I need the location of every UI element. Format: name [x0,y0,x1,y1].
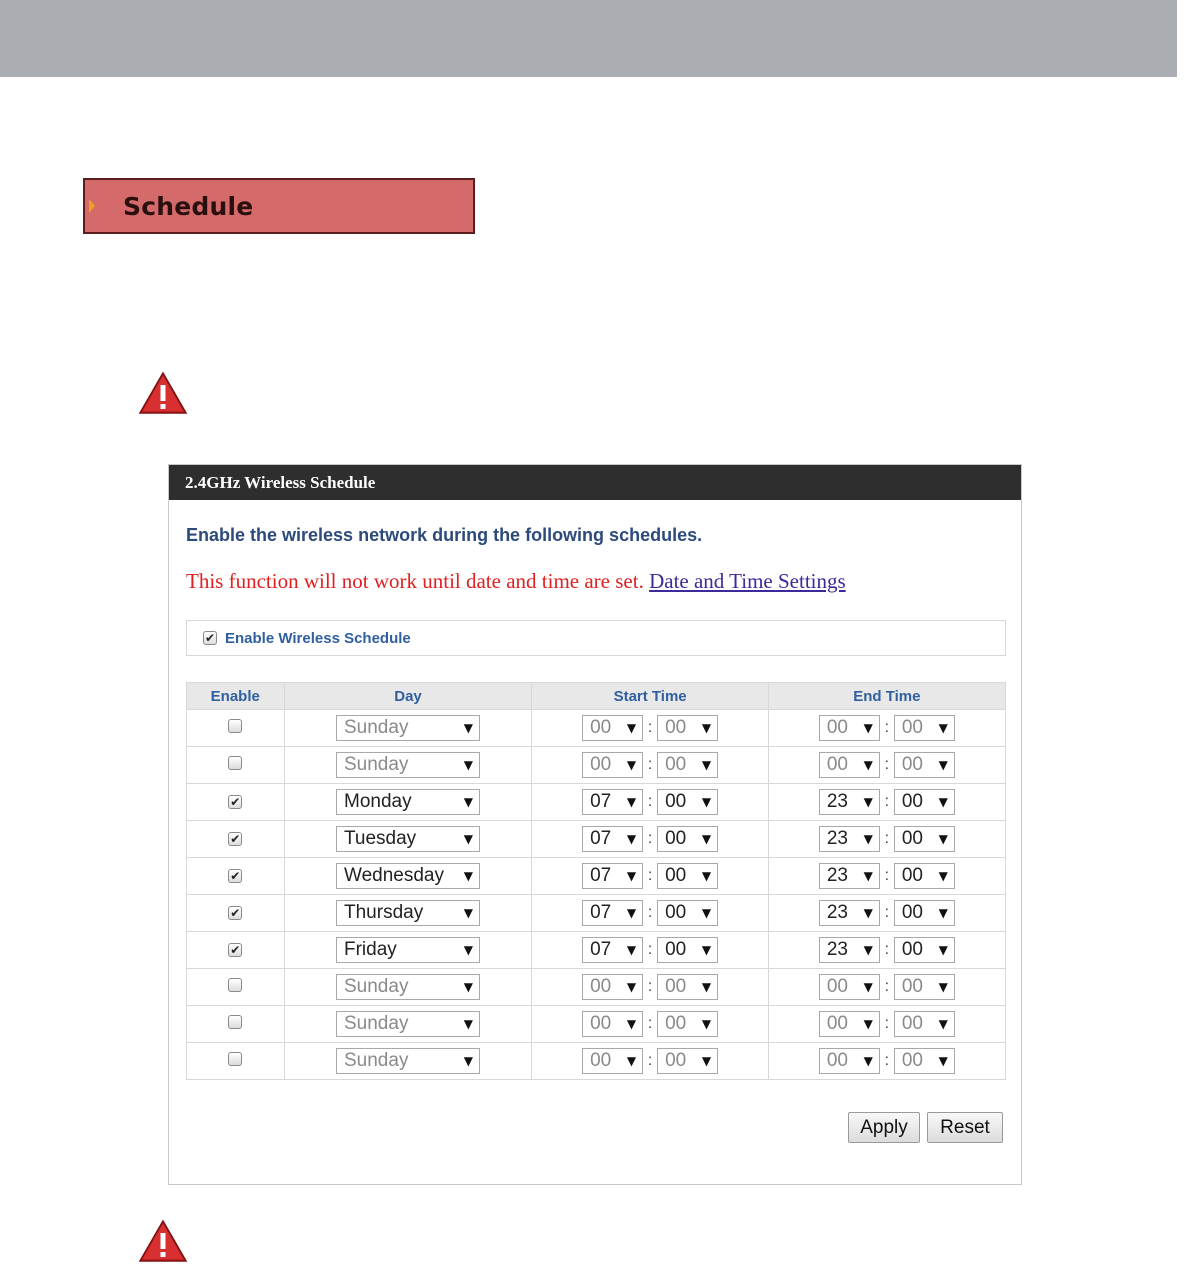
day-select-value: Friday [344,939,397,960]
chevron-down-icon: ▼ [863,943,873,957]
time-separator: : [884,719,890,736]
end-hour-select[interactable] [819,789,880,815]
end-minute-select[interactable] [894,937,955,963]
enable-cell [187,858,285,895]
day-cell [284,932,532,969]
start-hour-value: 07 [590,791,612,812]
chevron-down-icon: ▼ [626,943,637,957]
end-minute-value: 00 [901,976,923,997]
chevron-down-icon: ▼ [626,1054,637,1068]
start-hour-value: 07 [590,865,612,886]
chevron-down-icon: ▼ [938,869,948,883]
day-cell [284,969,532,1006]
end-hour-value: 00 [826,754,848,775]
chevron-down-icon: ▼ [701,906,712,920]
end-minute-select[interactable] [894,974,955,1000]
chevron-down-icon: ▼ [626,980,637,994]
chevron-down-icon: ▼ [938,906,948,920]
start-minute-select[interactable] [657,1048,718,1074]
intro-text: Enable the wireless network during the following schedules. [186,525,703,545]
time-separator: : [647,719,653,736]
end-minute-select[interactable] [894,826,955,852]
start-minute-select[interactable] [657,863,718,889]
chevron-down-icon: ▼ [701,1054,712,1068]
start-hour-select[interactable] [582,789,643,815]
time-separator: : [647,793,653,810]
start-minute-value: 00 [665,865,687,886]
start-hour-select[interactable] [582,826,643,852]
end-minute-select[interactable] [894,863,955,889]
table-row [187,895,1006,932]
time-separator: : [884,941,890,958]
row-enable-checkbox[interactable] [228,869,242,883]
chevron-down-icon: ▼ [626,906,637,920]
enable-cell [187,1043,285,1080]
end-minute-value: 00 [901,865,923,886]
chevron-down-icon: ▼ [701,795,712,809]
chevron-down-icon: ▼ [463,832,473,846]
chevron-down-icon: ▼ [863,1054,873,1068]
day-select[interactable] [336,974,480,1000]
table-row [187,858,1006,895]
end-time-cell [768,710,1005,747]
end-hour-select[interactable] [819,1011,880,1037]
enable-cell [187,969,285,1006]
chevron-down-icon: ▼ [938,980,948,994]
day-select[interactable] [336,752,480,778]
day-select[interactable] [336,826,480,852]
start-hour-value: 00 [590,754,612,775]
start-time-cell [532,969,768,1006]
start-hour-select[interactable] [582,1011,643,1037]
enable-cell [187,784,285,821]
day-select[interactable] [336,1011,480,1037]
chevron-down-icon: ▼ [863,795,873,809]
start-minute-select[interactable] [657,789,718,815]
start-hour-select[interactable] [582,974,643,1000]
start-minute-value: 00 [665,976,687,997]
time-separator: : [647,904,653,921]
day-select-value: Thursday [344,902,424,923]
start-minute-select[interactable] [657,900,718,926]
chevron-down-icon: ▼ [463,1054,473,1068]
time-separator: : [647,830,653,847]
notice-text [186,569,846,594]
end-minute-value: 00 [901,828,923,849]
chevron-down-icon: ▼ [701,943,712,957]
warning-icon [138,1218,188,1264]
chevron-down-icon: ▼ [863,980,873,994]
end-hour-value: 23 [826,865,848,886]
wireless-schedule-panel [168,464,1022,1185]
section-banner [83,178,475,234]
row-enable-checkbox[interactable] [228,906,242,920]
start-minute-value: 00 [665,754,687,775]
table-row [187,747,1006,784]
start-time-cell [532,710,768,747]
start-time-cell [532,1006,768,1043]
enable-cell [187,821,285,858]
end-hour-value: 00 [826,1050,848,1071]
chevron-down-icon: ▼ [463,795,473,809]
chevron-down-icon: ▼ [626,869,637,883]
table-row [187,932,1006,969]
chevron-down-icon: ▼ [701,721,712,735]
start-hour-select[interactable] [582,900,643,926]
end-hour-value: 23 [826,939,848,960]
enable-schedule-row [186,620,1006,656]
time-separator: : [884,978,890,995]
end-minute-value: 00 [901,754,923,775]
start-hour-value: 00 [590,976,612,997]
end-minute-select[interactable] [894,1011,955,1037]
column-header-end-time: End Time [768,683,1005,710]
day-select[interactable] [336,863,480,889]
day-select-value: Tuesday [344,828,417,849]
section-title: Schedule [123,191,254,221]
day-cell [284,821,532,858]
end-hour-value: 00 [826,717,848,738]
schedule-table [186,682,1006,1080]
chevron-down-icon: ▼ [863,906,873,920]
end-minute-select[interactable] [894,715,955,741]
schedule-table-body [187,710,1006,1080]
chevron-down-icon: ▼ [626,758,637,772]
start-hour-value: 07 [590,828,612,849]
row-enable-checkbox[interactable] [228,832,242,846]
end-minute-value: 00 [901,1050,923,1071]
chevron-down-icon: ▼ [626,832,637,846]
banner-arrow-icon [89,199,95,213]
start-time-cell [532,784,768,821]
chevron-down-icon: ▼ [938,1054,948,1068]
end-minute-select[interactable] [894,1048,955,1074]
end-time-cell [768,821,1005,858]
chevron-down-icon: ▼ [863,832,873,846]
chevron-down-icon: ▼ [938,721,948,735]
chevron-down-icon: ▼ [938,1017,948,1031]
warning-icon [138,370,188,416]
column-header-enable: Enable [187,683,285,710]
start-hour-value: 07 [590,939,612,960]
start-hour-value: 07 [590,902,612,923]
start-minute-value: 00 [665,828,687,849]
end-time-cell [768,1006,1005,1043]
start-time-cell [532,821,768,858]
day-select[interactable] [336,715,480,741]
time-separator: : [884,867,890,884]
table-header-row [187,683,1006,710]
checkmark-icon: ✔ [230,795,241,809]
row-enable-checkbox[interactable] [228,795,242,809]
day-cell [284,1043,532,1080]
chevron-down-icon: ▼ [463,1017,473,1031]
end-time-cell [768,1043,1005,1080]
checkmark-icon: ✔ [230,906,241,920]
chevron-down-icon: ▼ [626,721,637,735]
time-separator: : [884,756,890,773]
checkmark-icon: ✔ [230,832,241,846]
row-enable-checkbox[interactable] [228,1015,242,1029]
chevron-down-icon: ▼ [463,943,473,957]
end-hour-value: 23 [826,791,848,812]
time-separator: : [647,867,653,884]
chevron-down-icon: ▼ [863,721,873,735]
start-minute-value: 00 [665,939,687,960]
start-hour-value: 00 [590,1050,612,1071]
checkmark-icon: ✔ [230,943,241,957]
time-separator: : [647,1015,653,1032]
date-time-settings-link[interactable]: Date and Time Settings [649,569,846,593]
chevron-down-icon: ▼ [701,980,712,994]
end-time-cell [768,747,1005,784]
table-row [187,784,1006,821]
chevron-down-icon: ▼ [863,869,873,883]
end-minute-value: 00 [901,939,923,960]
table-row [187,969,1006,1006]
end-time-cell [768,784,1005,821]
start-minute-value: 00 [665,1050,687,1071]
end-hour-select[interactable] [819,937,880,963]
time-separator: : [647,941,653,958]
start-minute-select[interactable] [657,937,718,963]
end-hour-select[interactable] [819,1048,880,1074]
day-select-value: Sunday [344,1013,409,1034]
time-separator: : [884,1052,890,1069]
end-hour-select[interactable] [819,752,880,778]
end-hour-select[interactable] [819,974,880,1000]
end-time-cell [768,858,1005,895]
column-header-day: Day [284,683,532,710]
start-time-cell [532,858,768,895]
table-row [187,710,1006,747]
end-hour-value: 23 [826,902,848,923]
column-header-start-time: Start Time [532,683,768,710]
chevron-down-icon: ▼ [463,758,473,772]
row-enable-checkbox[interactable] [228,756,242,770]
end-time-cell [768,932,1005,969]
day-cell [284,710,532,747]
chevron-down-icon: ▼ [463,869,473,883]
enable-cell [187,932,285,969]
enable-schedule-label: Enable Wireless Schedule [225,629,411,647]
end-hour-value: 00 [826,976,848,997]
start-hour-select[interactable] [582,752,643,778]
panel-header: 2.4GHz Wireless Schedule [169,465,1021,500]
notice-message: This function will not work until date and time are set. [186,569,644,593]
end-hour-select[interactable] [819,863,880,889]
day-cell [284,858,532,895]
time-separator: : [884,793,890,810]
table-row [187,1006,1006,1043]
start-hour-select[interactable] [582,715,643,741]
chevron-down-icon: ▼ [626,1017,637,1031]
start-minute-select[interactable] [657,752,718,778]
end-minute-value: 00 [901,902,923,923]
row-enable-checkbox[interactable] [228,719,242,733]
time-separator: : [647,1052,653,1069]
end-time-cell [768,895,1005,932]
chevron-down-icon: ▼ [701,1017,712,1031]
day-select-value: Sunday [344,754,409,775]
row-enable-checkbox[interactable] [228,978,242,992]
day-select[interactable] [336,1048,480,1074]
apply-button[interactable]: Apply [848,1112,920,1143]
chevron-down-icon: ▼ [938,943,948,957]
chevron-down-icon: ▼ [863,758,873,772]
top-bar-edge [1177,0,1190,77]
end-minute-value: 00 [901,791,923,812]
end-hour-select[interactable] [819,715,880,741]
time-separator: : [884,904,890,921]
chevron-down-icon: ▼ [463,906,473,920]
day-select[interactable] [336,789,480,815]
start-hour-value: 00 [590,1013,612,1034]
time-separator: : [647,978,653,995]
start-time-cell [532,932,768,969]
top-bar [0,0,1177,77]
chevron-down-icon: ▼ [938,795,948,809]
end-minute-select[interactable] [894,752,955,778]
start-time-cell [532,747,768,784]
enable-cell [187,747,285,784]
day-select[interactable] [336,937,480,963]
chevron-down-icon: ▼ [863,1017,873,1031]
chevron-down-icon: ▼ [938,832,948,846]
row-enable-checkbox[interactable] [228,943,242,957]
start-hour-select[interactable] [582,1048,643,1074]
start-time-cell [532,1043,768,1080]
chevron-down-icon: ▼ [701,832,712,846]
end-minute-select[interactable] [894,789,955,815]
enable-cell [187,895,285,932]
day-cell [284,1006,532,1043]
time-separator: : [884,1015,890,1032]
row-enable-checkbox[interactable] [228,1052,242,1066]
start-minute-value: 00 [665,902,687,923]
checkmark-icon: ✔ [230,869,241,883]
day-cell [284,784,532,821]
chevron-down-icon: ▼ [626,795,637,809]
day-cell [284,895,532,932]
day-cell [284,747,532,784]
day-select-value: Sunday [344,976,409,997]
end-hour-select[interactable] [819,826,880,852]
start-minute-value: 00 [665,717,687,738]
day-select-value: Wednesday [344,865,444,886]
start-hour-select[interactable] [582,863,643,889]
reset-button[interactable]: Reset [927,1112,1003,1143]
start-hour-select[interactable] [582,937,643,963]
start-minute-value: 00 [665,1013,687,1034]
start-hour-value: 00 [590,717,612,738]
chevron-down-icon: ▼ [701,758,712,772]
start-minute-select[interactable] [657,715,718,741]
end-hour-select[interactable] [819,900,880,926]
end-minute-value: 00 [901,1013,923,1034]
end-hour-value: 23 [826,828,848,849]
day-select[interactable] [336,900,480,926]
day-select-value: Sunday [344,717,409,738]
table-row [187,1043,1006,1080]
enable-cell [187,1006,285,1043]
time-separator: : [884,830,890,847]
start-minute-select[interactable] [657,1011,718,1037]
chevron-down-icon: ▼ [463,980,473,994]
table-row [187,821,1006,858]
start-minute-select[interactable] [657,826,718,852]
start-time-cell [532,895,768,932]
start-minute-select[interactable] [657,974,718,1000]
end-time-cell [768,969,1005,1006]
time-separator: : [647,756,653,773]
enable-schedule-checkbox[interactable]: ✔ [204,631,216,645]
start-minute-value: 00 [665,791,687,812]
end-hour-value: 00 [826,1013,848,1034]
day-select-value: Monday [344,791,412,812]
end-minute-select[interactable] [894,900,955,926]
enable-cell [187,710,285,747]
day-select-value: Sunday [344,1050,409,1071]
chevron-down-icon: ▼ [463,721,473,735]
chevron-down-icon: ▼ [938,758,948,772]
end-minute-value: 00 [901,717,923,738]
chevron-down-icon: ▼ [701,869,712,883]
